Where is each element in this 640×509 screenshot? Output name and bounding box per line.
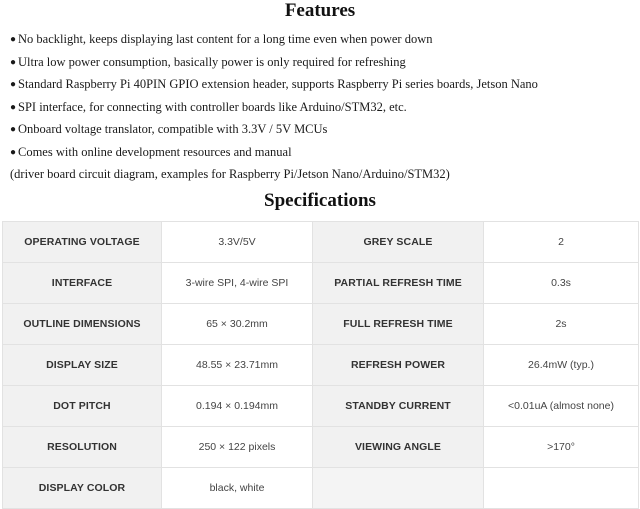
table-row bbox=[3, 222, 639, 263]
feature-note: (driver board circuit diagram, examples for Raspberry Pi/Jetson Nano/Arduino/STM32) bbox=[10, 167, 450, 181]
spec-key: FULL REFRESH TIME bbox=[313, 304, 484, 345]
table-row bbox=[3, 468, 639, 509]
table-row bbox=[3, 263, 639, 304]
bullet-icon: ● bbox=[10, 124, 17, 135]
spec-value: 250 × 122 pixels bbox=[162, 427, 313, 468]
feature-text: SPI interface, for connecting with controller boards like Arduino/STM32, etc. bbox=[18, 99, 407, 114]
bullet-icon: ● bbox=[10, 79, 17, 90]
feature-item bbox=[10, 96, 635, 119]
spec-key: OPERATING VOLTAGE bbox=[3, 222, 162, 263]
spec-value: 65 × 30.2mm bbox=[162, 304, 313, 345]
bullet-icon: ● bbox=[10, 101, 17, 113]
spec-value: black, white bbox=[162, 468, 313, 509]
spec-key-empty bbox=[313, 468, 484, 509]
feature-item bbox=[10, 141, 635, 164]
specifications-title: Specifications bbox=[264, 190, 376, 211]
specifications-table bbox=[2, 221, 639, 509]
feature-text: No backlight, keeps displaying last content for a long time even when power down bbox=[18, 32, 433, 46]
table-row bbox=[3, 345, 639, 386]
feature-text: Standard Raspberry Pi 40PIN GPIO extension header, supports Raspberry Pi series boards, Jetson Nano bbox=[18, 77, 538, 91]
bullet-icon: ● bbox=[10, 56, 17, 68]
features-list bbox=[10, 28, 635, 186]
spec-value-empty bbox=[484, 468, 639, 509]
spec-key: STANDBY CURRENT bbox=[313, 386, 484, 427]
spec-key: GREY SCALE bbox=[313, 222, 484, 263]
table-row bbox=[3, 304, 639, 345]
spec-key: DISPLAY COLOR bbox=[3, 468, 162, 509]
spec-key: INTERFACE bbox=[3, 263, 162, 304]
feature-item bbox=[10, 118, 635, 141]
feature-item bbox=[10, 73, 635, 96]
feature-text: Onboard voltage translator, compatible with 3.3V / 5V MCUs bbox=[18, 122, 328, 136]
feature-text: Comes with online development resources and manual bbox=[18, 144, 292, 159]
spec-value: <0.01uA (almost none) bbox=[484, 386, 639, 427]
spec-value: 48.55 × 23.71mm bbox=[162, 345, 313, 386]
feature-item bbox=[10, 51, 635, 74]
features-title: Features bbox=[284, 0, 356, 21]
bullet-icon: ● bbox=[10, 146, 17, 158]
table-row bbox=[3, 386, 639, 427]
spec-value: 3.3V/5V bbox=[162, 222, 313, 263]
feature-item bbox=[10, 28, 635, 51]
spec-key: REFRESH POWER bbox=[313, 345, 484, 386]
spec-value: 2s bbox=[484, 304, 639, 345]
spec-key: OUTLINE DIMENSIONS bbox=[3, 304, 162, 345]
spec-key: DOT PITCH bbox=[3, 386, 162, 427]
spec-key: PARTIAL REFRESH TIME bbox=[313, 263, 484, 304]
spec-value: 26.4mW (typ.) bbox=[484, 345, 639, 386]
feature-text: Ultra low power consumption, basically power is only required for refreshing bbox=[18, 54, 406, 69]
spec-key: VIEWING ANGLE bbox=[313, 427, 484, 468]
table-row bbox=[3, 427, 639, 468]
bullet-icon: ● bbox=[10, 34, 17, 45]
spec-value: >170° bbox=[484, 427, 639, 468]
spec-value: 3-wire SPI, 4-wire SPI bbox=[162, 263, 313, 304]
spec-key: DISPLAY SIZE bbox=[3, 345, 162, 386]
spec-value: 0.3s bbox=[484, 263, 639, 304]
spec-value: 0.194 × 0.194mm bbox=[162, 386, 313, 427]
spec-key: RESOLUTION bbox=[3, 427, 162, 468]
spec-value: 2 bbox=[484, 222, 639, 263]
